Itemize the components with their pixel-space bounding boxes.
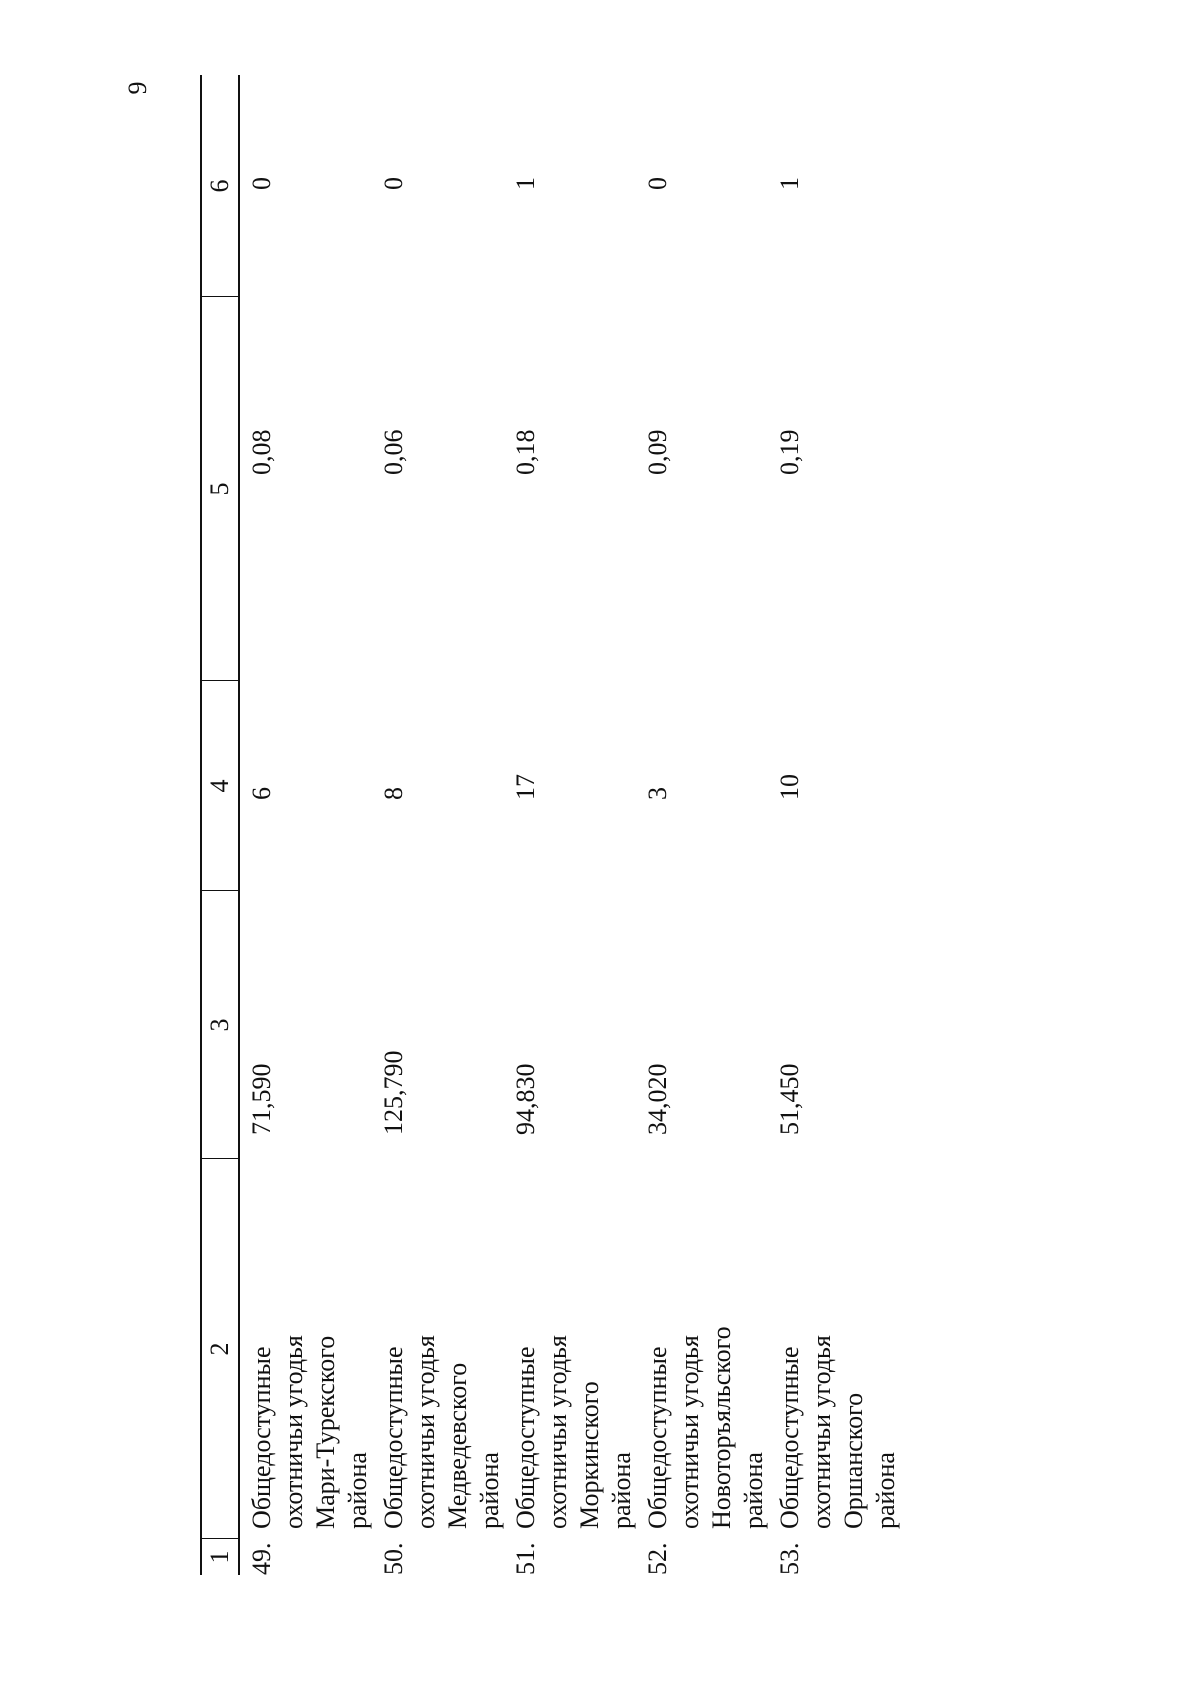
data-table — [200, 75, 1000, 1575]
name-line: Моркинского — [575, 1381, 604, 1529]
density-cell: 0,08 — [247, 429, 276, 475]
row-name-cell — [642, 1326, 770, 1575]
count-cell: 8 — [379, 787, 408, 800]
row-name-cell — [378, 1335, 506, 1575]
quota-cell: 1 — [511, 177, 540, 190]
quota-cell: 0 — [643, 177, 672, 190]
density-cell: 0,19 — [775, 429, 804, 475]
name-line: Новоторъяльского — [707, 1326, 736, 1529]
page-number: 9 — [123, 81, 152, 95]
row-number: 50. — [379, 1542, 408, 1575]
name-line: Общедоступные — [379, 1346, 408, 1529]
count-cell: 6 — [247, 787, 276, 800]
name-line: района — [739, 1452, 768, 1529]
area-cell: 71,590 — [247, 1063, 276, 1135]
name-line: Оршанского — [839, 1392, 868, 1529]
name-line: Мари-Турекского — [311, 1335, 340, 1529]
name-line: Общедоступные — [775, 1346, 804, 1529]
area-cell: 94,830 — [511, 1063, 540, 1135]
table-header-row — [200, 75, 240, 1575]
row-number: 49. — [247, 1542, 276, 1575]
name-line: Общедоступные — [511, 1346, 540, 1529]
name-line: охотничьи угодья — [807, 1335, 836, 1529]
density-cell: 0,09 — [643, 429, 672, 475]
quota-cell: 1 — [775, 177, 804, 190]
name-line: Общедоступные — [643, 1346, 672, 1529]
area-cell: 125,790 — [379, 1050, 408, 1135]
row-number: 52. — [643, 1542, 672, 1575]
count-cell: 3 — [643, 787, 672, 800]
quota-cell: 0 — [247, 177, 276, 190]
name-line: охотничьи угодья — [675, 1335, 704, 1529]
name-line: Общедоступные — [247, 1346, 276, 1529]
name-line: охотничьи угодья — [279, 1335, 308, 1529]
name-line: Медведевского — [443, 1362, 472, 1529]
row-number: 51. — [511, 1542, 540, 1575]
density-cell: 0,06 — [379, 429, 408, 475]
header-col-4: 4 — [205, 779, 234, 793]
name-line: охотничьи угодья — [411, 1335, 440, 1529]
name-line: района — [475, 1452, 504, 1529]
count-cell: 10 — [775, 774, 804, 800]
header-col-1: 1 — [205, 1550, 234, 1564]
area-cell: 34,020 — [643, 1063, 672, 1135]
header-col-5: 5 — [205, 482, 234, 496]
name-line: района — [871, 1452, 900, 1529]
name-line: охотничьи угодья — [543, 1335, 572, 1529]
name-line: района — [343, 1452, 372, 1529]
header-col-3: 3 — [205, 1018, 234, 1032]
area-cell: 51,450 — [775, 1063, 804, 1135]
row-number: 53. — [775, 1542, 804, 1575]
header-col-6: 6 — [205, 179, 234, 193]
row-name-cell — [774, 1335, 902, 1575]
header-col-2: 2 — [205, 1342, 234, 1356]
row-name-cell — [510, 1335, 638, 1575]
name-line: района — [607, 1452, 636, 1529]
count-cell: 17 — [511, 774, 540, 800]
density-cell: 0,18 — [511, 429, 540, 475]
row-name-cell — [246, 1335, 374, 1575]
quota-cell: 0 — [379, 177, 408, 190]
